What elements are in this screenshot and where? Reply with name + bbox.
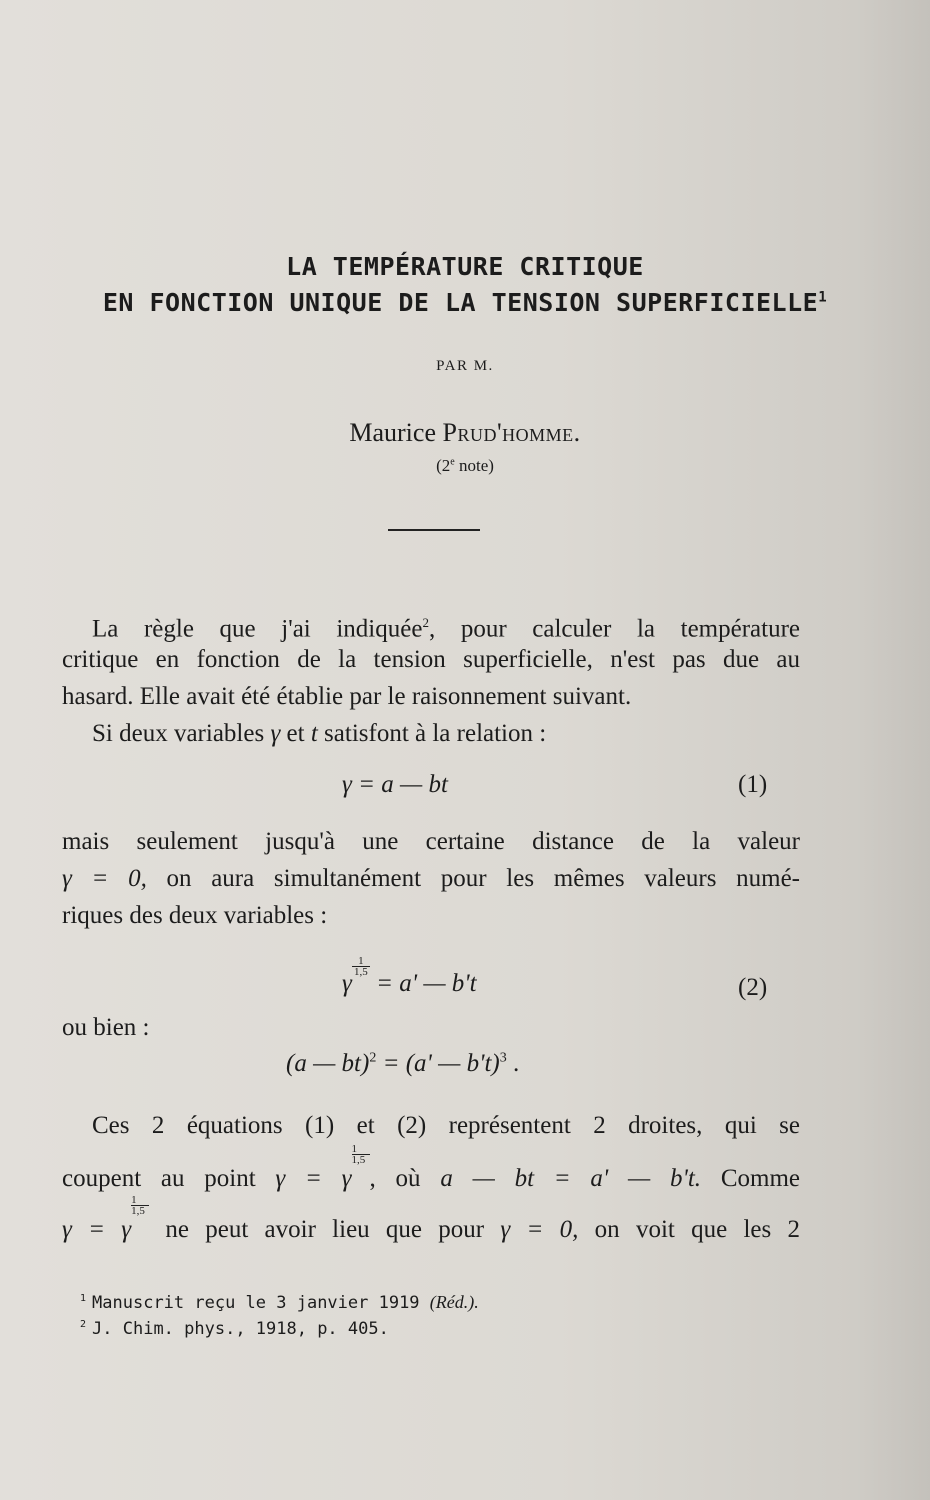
author-name — [0, 418, 930, 448]
footnote-1 — [80, 1292, 479, 1313]
p4-line-1: Ces 2 équations (1) et (2) représentent 2 droites, qui se — [92, 1112, 800, 1139]
p2-text-a: Si deux variables — [92, 720, 271, 747]
separator-rule — [388, 529, 480, 531]
eq3-lhs-exp: 2 — [369, 1050, 377, 1066]
author-first-name: Maurice — [349, 418, 436, 447]
p4-l3-exp-num: 1 — [131, 1194, 137, 1206]
eq3-end: . — [506, 1050, 520, 1077]
note-prefix: (2 — [436, 456, 451, 475]
title-text-1: LA TEMPÉRATURE CRITIQUE — [286, 252, 644, 281]
title-line-2 — [0, 288, 930, 317]
footnote-2 — [80, 1319, 389, 1339]
p4-l3-exp-den: 1,5 — [131, 1205, 149, 1216]
par-label: PAR M. — [436, 358, 494, 374]
p1-line-3: hasard. Elle avait été établie par le raisonnement suivant. — [62, 683, 632, 710]
footnote-1-mark: 1 — [80, 1293, 87, 1305]
p3-gamma-eq: γ = 0, — [62, 865, 147, 892]
p3-line-3: riques des deux variables : — [62, 902, 328, 929]
eq2-exp-num: 1 — [358, 955, 364, 967]
eq3-rhs-exp: 3 — [499, 1050, 507, 1066]
eq2-exponent — [352, 956, 370, 976]
p4-l2-text-b: , où — [369, 1165, 441, 1192]
p4-l3-eq: γ = γ — [62, 1216, 132, 1243]
footnote-2-text: J. Chim. phys., 1918, p. 405. — [92, 1319, 389, 1339]
p4-l3-text-b: ne peut avoir lieu que pour — [149, 1216, 501, 1243]
equation-1-number: (1) — [738, 771, 768, 798]
ou-bien: ou bien : — [62, 1014, 150, 1041]
p3-line-1: mais seulement jusqu'à une certaine distance de la valeur — [62, 828, 800, 855]
p4-l2-text-a: coupent au point — [62, 1165, 276, 1192]
equation-1: γ = a — bt — [342, 771, 448, 798]
footnote-1-text: Manuscrit reçu le 3 janvier 1919 — [92, 1293, 430, 1313]
p2-line-1 — [62, 715, 800, 752]
eq2-exp-den: 1,5 — [352, 966, 370, 977]
p4-l3-eq2: γ = 0, — [500, 1216, 579, 1243]
eq3-lhs: (a — bt) — [286, 1050, 370, 1077]
p3-text-rest: on aura simultanément pour les mêmes valeurs numé- — [146, 865, 800, 892]
p4-l2-exp-num: 1 — [351, 1143, 358, 1155]
p4-l3-text-c: on voit que les 2 — [578, 1216, 800, 1243]
p4-l2-text-c: Comme — [701, 1165, 800, 1192]
p4-l2-exp-den: 1,5 — [352, 1154, 370, 1165]
equation-3 — [286, 1050, 519, 1078]
p2-text-b: et — [280, 720, 311, 747]
p4-line-2 — [62, 1143, 800, 1197]
p3-line-2 — [62, 860, 800, 897]
p1-text-b: , pour calculer la température — [428, 615, 800, 643]
note-sup: e — [450, 456, 455, 468]
footnote-1-italic: (Réd.). — [429, 1292, 479, 1312]
author-last-name: Prud'homme. — [442, 418, 581, 447]
footnote-mark-1: 1 — [818, 289, 828, 306]
note-suffix: note) — [454, 456, 494, 475]
p1-line-2: critique en fonction de la tension superficielle, n'est pas due au — [62, 646, 800, 673]
p2-t: t — [310, 720, 318, 747]
title-line-1 — [0, 252, 930, 281]
equation-2-number: (2) — [738, 974, 768, 1001]
note-label — [0, 456, 930, 476]
p2-gamma: γ — [270, 720, 281, 747]
footnote-mark-2: 2 — [422, 615, 429, 630]
p4-l2-exponent — [352, 1144, 370, 1164]
p4-line-3 — [62, 1194, 800, 1248]
p4-l2-eq: γ = γ — [275, 1165, 352, 1192]
footnote-2-mark: 2 — [80, 1319, 87, 1331]
p1-text-a: La règle que j'ai indiquée — [92, 615, 423, 643]
p4-l2-eq2: a — bt = a' — b't. — [440, 1165, 702, 1192]
eq2-rhs: = a' — b't — [369, 970, 477, 997]
p2-text-c: satisfont à la relation : — [317, 720, 547, 747]
p4-l3-exponent — [131, 1195, 149, 1215]
eq2-base: γ — [342, 970, 352, 997]
equation-2 — [342, 955, 477, 998]
title-text-2: EN FONCTION UNIQUE DE LA TENSION SUPERFICIELLE — [102, 288, 819, 317]
eq3-mid: = (a' — b't) — [376, 1050, 500, 1077]
